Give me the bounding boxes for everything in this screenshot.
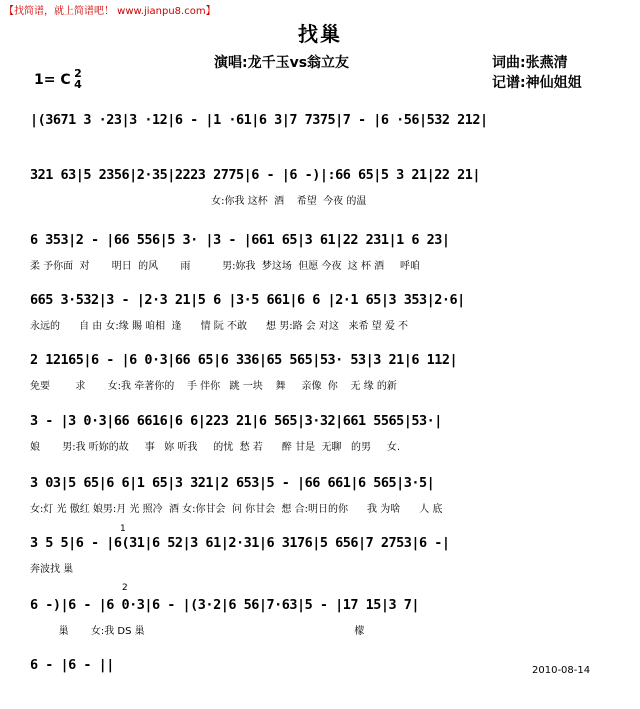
notes: 6 - |6 - || [30,657,114,673]
lyrics: 免要 求 女:我 牵著你的 手 伴你 跳 一块 舞 亲像 你 无 缘 的新 [30,381,397,392]
volta-2-marker: 2 [122,583,128,593]
lyrics: 女:你我 这杯 酒 希望 今夜 的温 [30,196,367,207]
notes: 321 63|5 2356|2·35|2223 2775|6 - |6 -)|:66 65|5 3 21|22 21| [30,167,481,183]
lyrics: 柔 予你面 对 明日 的风 雨 男:妳我 梦这场 但愿 今夜 这 杯 酒 呼咱 [30,261,421,272]
lyrics: 娘 男:我 听妳的故 事 妳 听我 的忧 愁 若 醉 甘是 无聊 的男 女. [30,442,401,453]
time-signature-bottom: 4 [74,78,82,91]
transcriber: 记谱:神仙姐姐 [492,75,582,91]
notes: |(3671 3 ·23|3 ·12|6 - |1 ·61|6 3|7 7375|7 - |6 ·56|532 212| [30,112,488,128]
date: 2010-08-14 [532,665,591,676]
key-signature: 1= C [34,72,71,88]
lyrics: 女:灯 光 傲红 娘男:月 光 照冷 酒 女:你甘会 问 你甘会 想 合:明日的你 我 为啥 人 底 [30,504,443,515]
notes: 6 -)|6 - |6 0·3|6 - |(3·2|6 56|7·63|5 - |17 15|3 7| [30,597,420,613]
notes: 2 12165|6 - |6 0·3|66 65|6 336|65 565|53· 53|3 21|6 112| [30,352,458,368]
lyricist-composer: 词曲:张燕清 [492,55,568,71]
lyrics: 巢 女:我 DS 巢 檬 [30,626,365,637]
lyrics: 永远的 自 由 女:缘 賜 咱相 逢 情 阮 不敢 想 男:路 会 对这 来希 望 爱 不 [30,321,408,332]
song-title: 找巢 [298,22,342,46]
notes: 665 3·532|3 - |2·3 21|5 6 |3·5 661|6 6 |2·1 65|3 353|2·6| [30,292,465,308]
notes: 3 03|5 65|6 6|1 65|3 321|2 653|5 - |66 661|6 565|3·5| [30,475,435,491]
volta-1-marker: 1 [120,524,126,534]
singers: 演唱:龙千玉vs翁立友 [214,55,350,71]
source-link[interactable]: 【找简谱，就上简谱吧！ www.jianpu8.com】 [4,6,216,17]
notes: 3 5 5|6 - |6(31|6 52|3 61|2·31|6 3176|5 656|7 2753|6 -| [30,535,450,551]
notes: 6 353|2 - |66 556|5 3· |3 - |661 65|3 61|22 231|1 6 23| [30,232,450,248]
time-signature-top: 2 [74,67,82,80]
time-signature [73,68,83,90]
notes: 3 - |3 0·3|66 6616|6 6|223 21|6 565|3·32|661 5565|53·| [30,413,442,429]
lyrics: 奔波找 巢 [30,564,74,575]
